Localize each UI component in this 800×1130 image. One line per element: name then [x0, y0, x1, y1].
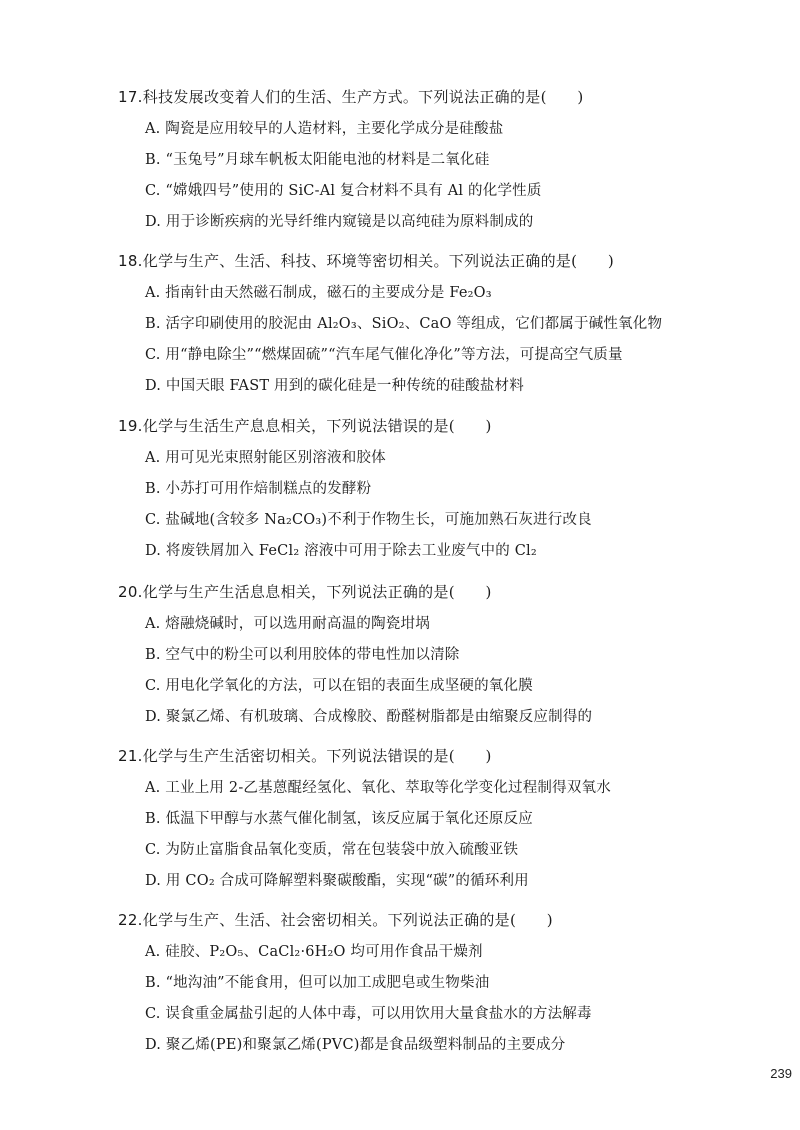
option-c: C. “嫦娥四号”使用的 SiC-Al 复合材料不具有 Al 的化学性质: [145, 183, 542, 199]
option-a: A. 用可见光束照射能区别溶液和胶体: [145, 450, 386, 466]
option-c: C. 为防止富脂食品氧化变质，常在包装袋中放入硫酸亚铁: [145, 842, 519, 858]
question-22: [118, 910, 768, 1055]
option-b: B. 小苏打可用作焙制糕点的发酵粉: [145, 481, 372, 497]
option-b: B. “地沟油”不能食用，但可以加工成肥皂或生物柴油: [145, 975, 490, 991]
question-stem: [118, 910, 768, 930]
option-d: D. 聚乙烯(PE)和聚氯乙烯(PVC)都是食品级塑料制品的主要成分: [145, 1037, 566, 1053]
question-17: [118, 87, 768, 232]
option-d: D. 聚氯乙烯、有机玻璃、合成橡胶、酚醛树脂都是由缩聚反应制得的: [145, 709, 593, 725]
question-number: 22.: [118, 911, 143, 929]
question-number: 20.: [118, 583, 143, 601]
option-d: D. 中国天眼 FAST 用到的碳化硅是一种传统的硅酸盐材料: [145, 378, 524, 394]
option-list: [118, 942, 768, 1055]
option-b: B. “玉兔号”月球车帆板太阳能电池的材料是二氧化硅: [145, 152, 490, 168]
option-d: D. 用 CO₂ 合成可降解塑料聚碳酸酯，实现“碳”的循环利用: [145, 873, 529, 889]
option-b: B. 空气中的粉尘可以利用胶体的带电性加以清除: [145, 647, 460, 663]
option-list: [118, 778, 768, 891]
question-text: 化学与生活生产息息相关，下列说法错误的是( ): [142, 417, 492, 435]
question-number: 17.: [118, 88, 143, 106]
question-number: 18.: [118, 252, 143, 270]
question-stem: [118, 251, 768, 271]
question-number: 19.: [118, 417, 143, 435]
question-text: 化学与生产、生活、社会密切相关。下列说法正确的是( ): [142, 911, 553, 929]
question-19: [118, 416, 768, 561]
option-list: [118, 448, 768, 561]
question-text: 化学与生产生活息息相关，下列说法正确的是( ): [142, 583, 492, 601]
option-c: C. 误食重金属盐引起的人体中毒，可以用饮用大量食盐水的方法解毒: [145, 1006, 592, 1022]
option-d: D. 将废铁屑加入 FeCl₂ 溶液中可用于除去工业废气中的 Cl₂: [145, 543, 537, 559]
page-number: 239: [770, 1066, 792, 1081]
option-c: C. 用电化学氧化的方法，可以在铝的表面生成坚硬的氧化膜: [145, 678, 533, 694]
option-b: B. 低温下甲醇与水蒸气催化制氢，该反应属于氧化还原反应: [145, 811, 533, 827]
option-list: [118, 283, 768, 396]
question-stem: [118, 582, 768, 602]
question-text: 化学与生产、生活、科技、环境等密切相关。下列说法正确的是( ): [142, 252, 615, 270]
question-stem: [118, 416, 768, 436]
question-number: 21.: [118, 747, 143, 765]
question-text: 科技发展改变着人们的生活、生产方式。下列说法正确的是( ): [142, 88, 584, 106]
question-stem: [118, 746, 768, 766]
option-c: C. 盐碱地(含较多 Na₂CO₃)不利于作物生长，可施加熟石灰进行改良: [145, 512, 592, 528]
option-a: A. 硅胶、P₂O₅、CaCl₂·6H₂O 均可用作食品干燥剂: [145, 944, 483, 960]
option-list: [118, 614, 768, 727]
option-a: A. 工业上用 2-乙基蒽醌经氢化、氧化、萃取等化学变化过程制得双氧水: [145, 780, 611, 796]
option-a: A. 熔融烧碱时，可以选用耐高温的陶瓷坩埚: [145, 616, 430, 632]
option-d: D. 用于诊断疾病的光导纤维内窥镜是以高纯硅为原料制成的: [145, 214, 534, 230]
question-text: 化学与生产生活密切相关。下列说法错误的是( ): [142, 747, 492, 765]
question-18: [118, 251, 768, 396]
question-20: [118, 582, 768, 727]
question-21: [118, 746, 768, 891]
option-a: A. 指南针由天然磁石制成，磁石的主要成分是 Fe₂O₃: [145, 285, 492, 301]
question-stem: [118, 87, 768, 107]
option-list: [118, 119, 768, 232]
option-a: A. 陶瓷是应用较早的人造材料，主要化学成分是硅酸盐: [145, 121, 504, 137]
option-b: B. 活字印刷使用的胶泥由 Al₂O₃、SiO₂、CaO 等组成，它们都属于碱性氧化物: [145, 316, 663, 332]
option-c: C. 用“静电除尘”“燃煤固硫”“汽车尾气催化净化”等方法，可提高空气质量: [145, 347, 623, 363]
